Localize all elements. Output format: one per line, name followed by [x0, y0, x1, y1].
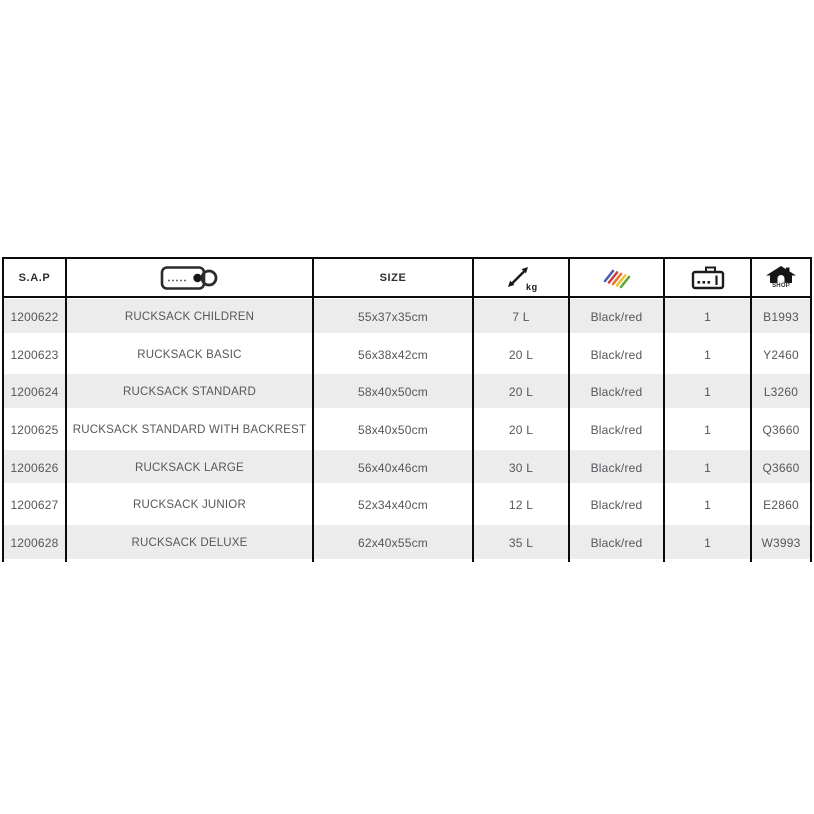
volume-column-header [472, 257, 568, 298]
color-swatch-icon [598, 265, 636, 291]
cell-qty: 1 [663, 486, 750, 524]
cell-color: Black/red [568, 524, 663, 562]
carton-icon [689, 264, 727, 292]
shop-column-header [750, 257, 812, 298]
cell-size: 62x40x55cm [312, 524, 472, 562]
cell-size: 55x37x35cm [312, 298, 472, 336]
cell-volume: 20 L [472, 336, 568, 374]
size-column-header: SIZE [312, 257, 472, 298]
cell-size: 58x40x50cm [312, 411, 472, 449]
cell-sap: 1200622 [2, 298, 65, 336]
cell-qty: 1 [663, 524, 750, 562]
sap-column-header: S.A.P [2, 257, 65, 298]
cell-qty: 1 [663, 373, 750, 411]
cell-name: RUCKSACK CHILDREN [65, 298, 312, 336]
cell-shop: L3260 [750, 373, 812, 411]
cell-volume: 35 L [472, 524, 568, 562]
shop-house-icon [765, 266, 797, 283]
cell-shop: Q3660 [750, 411, 812, 449]
cell-name: RUCKSACK DELUXE [65, 524, 312, 562]
table-row [2, 298, 812, 336]
cell-color: Black/red [568, 486, 663, 524]
cell-shop: W3993 [750, 524, 812, 562]
name-column-header [65, 257, 312, 298]
cell-qty: 1 [663, 336, 750, 374]
table-row [2, 524, 812, 562]
cell-volume: 12 L [472, 486, 568, 524]
cell-name: RUCKSACK JUNIOR [65, 486, 312, 524]
header-row [2, 257, 812, 298]
cell-qty: 1 [663, 411, 750, 449]
table-row [2, 449, 812, 487]
cell-size: 58x40x50cm [312, 373, 472, 411]
table-row [2, 411, 812, 449]
cell-color: Black/red [568, 373, 663, 411]
cell-name: RUCKSACK BASIC [65, 336, 312, 374]
cell-size: 56x38x42cm [312, 336, 472, 374]
cell-color: Black/red [568, 298, 663, 336]
shop-label: SHOP [772, 283, 790, 289]
color-column-header [568, 257, 663, 298]
cell-size: 56x40x46cm [312, 449, 472, 487]
cell-shop: Y2460 [750, 336, 812, 374]
cell-color: Black/red [568, 336, 663, 374]
table-row [2, 486, 812, 524]
cell-color: Black/red [568, 449, 663, 487]
tag-icon [159, 264, 221, 292]
cell-volume: 20 L [472, 373, 568, 411]
cell-qty: 1 [663, 449, 750, 487]
cell-volume: 20 L [472, 411, 568, 449]
kg-unit-label: kg [526, 281, 538, 292]
cell-volume: 7 L [472, 298, 568, 336]
cell-shop: E2860 [750, 486, 812, 524]
cell-volume: 30 L [472, 449, 568, 487]
table-row [2, 336, 812, 374]
cell-shop: Q3660 [750, 449, 812, 487]
table-row [2, 373, 812, 411]
cell-sap: 1200626 [2, 449, 65, 487]
cell-sap: 1200628 [2, 524, 65, 562]
cell-shop: B1993 [750, 298, 812, 336]
cell-size: 52x34x40cm [312, 486, 472, 524]
cell-sap: 1200624 [2, 373, 65, 411]
cell-sap: 1200625 [2, 411, 65, 449]
cell-qty: 1 [663, 298, 750, 336]
diagonal-arrows-icon [502, 263, 540, 293]
product-table [2, 257, 812, 562]
cell-name: RUCKSACK STANDARD WITH BACKREST [65, 411, 312, 449]
cell-sap: 1200627 [2, 486, 65, 524]
cell-name: RUCKSACK STANDARD [65, 373, 312, 411]
cell-sap: 1200623 [2, 336, 65, 374]
cell-color: Black/red [568, 411, 663, 449]
qty-column-header [663, 257, 750, 298]
cell-name: RUCKSACK LARGE [65, 449, 312, 487]
